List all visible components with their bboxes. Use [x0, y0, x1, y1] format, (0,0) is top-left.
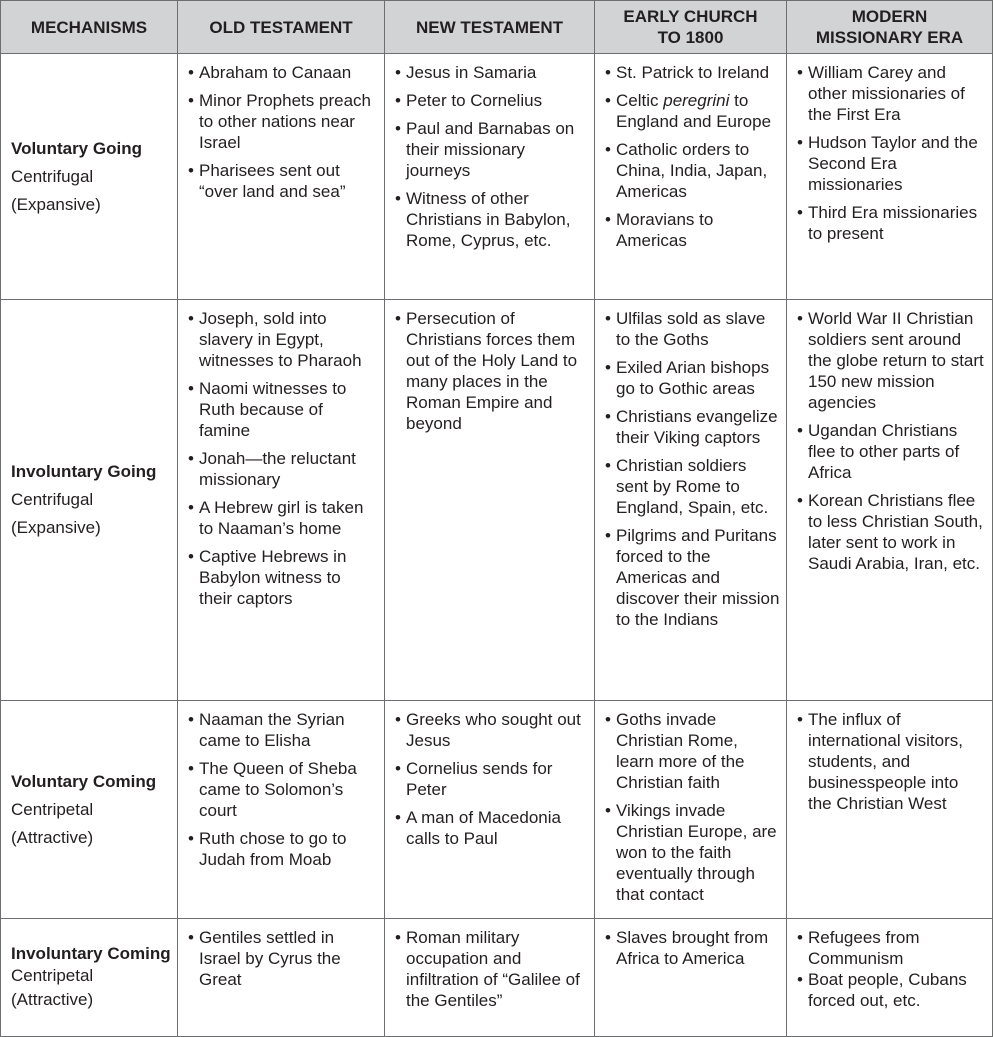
- list-item: • Refugees from Communism: [797, 927, 986, 969]
- bullet-list: [178, 701, 384, 883]
- header-row: [1, 1, 993, 54]
- list-item: • Christian soldiers sent by Rome to England, Spain, etc.: [605, 455, 780, 518]
- mechanism-cell: [1, 300, 178, 701]
- list-item: • Third Era missionaries to present: [797, 202, 986, 244]
- bullet-list: [595, 919, 786, 975]
- bullet-list: [385, 919, 594, 1017]
- mechanism-title: Involuntary Going: [11, 462, 157, 481]
- mechanism-subtitle: Centrifugal: [11, 490, 94, 509]
- list-item: • Celtic peregrini to England and Europe: [605, 90, 780, 132]
- header-new-testament: NEW TESTAMENT: [385, 1, 595, 54]
- bullet-list: [178, 300, 384, 622]
- cell-early-church: [595, 54, 787, 300]
- mechanism-subtitle: Centripetal: [11, 799, 94, 819]
- bullet-list: [787, 300, 992, 587]
- list-item: • The Queen of Sheba came to Solomon’s court: [188, 758, 378, 821]
- list-item: • Goths invade Christian Rome, learn more of the Christian faith: [605, 709, 780, 793]
- mechanism-subtitle: (Attractive): [11, 990, 94, 1009]
- mechanism-subtitle: (Expansive): [11, 194, 101, 214]
- bullet-list: [178, 919, 384, 996]
- list-item: • Greeks who sought out Jesus: [395, 709, 588, 751]
- list-item: • St. Patrick to Ireland: [605, 62, 780, 83]
- list-item: • Jonah—the reluctant missionary: [188, 448, 378, 490]
- bullet-list: [385, 701, 594, 862]
- bullet-list: [595, 54, 786, 264]
- list-item: • Persecution of Christians forces them out of the Holy Land to many places in the Roman Empire and beyond: [395, 308, 588, 434]
- list-item: • Korean Christians flee to less Christian South, later sent to work in Saudi Arabia, Iran, etc.: [797, 490, 986, 574]
- list-item: • Slaves brought from Africa to America: [605, 927, 780, 969]
- list-item: • Moravians to Americas: [605, 209, 780, 251]
- list-item: • Catholic orders to China, India, Japan, Americas: [605, 139, 780, 202]
- cell-modern-era: [787, 919, 993, 1037]
- bullet-list: [178, 54, 384, 215]
- list-item: • Ulfilas sold as slave to the Goths: [605, 308, 780, 350]
- header-modern-era: MODERN MISSIONARY ERA: [787, 1, 993, 54]
- bullet-list: [595, 701, 786, 918]
- list-item: • Captive Hebrews in Babylon witness to their captors: [188, 546, 378, 609]
- list-item: • Roman military occupation and infiltration of “Galilee of the Gentiles”: [395, 927, 588, 1011]
- cell-old-testament: [178, 701, 385, 919]
- list-item: • Peter to Cornelius: [395, 90, 588, 111]
- cell-old-testament: [178, 919, 385, 1037]
- list-item: • The influx of international visitors, students, and businesspeople into the Christian West: [797, 709, 986, 814]
- mechanism-subtitle: Centripetal: [11, 966, 94, 985]
- mechanism-title: Voluntary Going: [11, 138, 142, 158]
- mechanism-cell: [1, 919, 178, 1037]
- italic-term: peregrini: [663, 91, 730, 110]
- list-item: • A man of Macedonia calls to Paul: [395, 807, 588, 849]
- table-body: [1, 54, 993, 1037]
- row-involuntary-going: [1, 300, 993, 701]
- cell-early-church: [595, 701, 787, 919]
- cell-early-church: [595, 919, 787, 1037]
- bullet-list: [787, 54, 992, 257]
- cell-modern-era: [787, 701, 993, 919]
- list-item: • Ruth chose to go to Judah from Moab: [188, 828, 378, 870]
- list-item: • Naaman the Syrian came to Elisha: [188, 709, 378, 751]
- bullet-list: [595, 300, 786, 643]
- list-item: • Vikings invade Christian Europe, are won to the faith eventually through that contact: [605, 800, 780, 905]
- row-voluntary-going: [1, 54, 993, 300]
- list-item: • Jesus in Samaria: [395, 62, 588, 83]
- list-item: • Naomi witnesses to Ruth because of famine: [188, 378, 378, 441]
- list-item: • Pilgrims and Puritans forced to the Americas and discover their mission to the Indians: [605, 525, 780, 630]
- cell-old-testament: [178, 54, 385, 300]
- cell-new-testament: [385, 701, 595, 919]
- list-item: • Witness of other Christians in Babylon, Rome, Cyprus, etc.: [395, 188, 588, 251]
- cell-new-testament: [385, 919, 595, 1037]
- list-item: • Paul and Barnabas on their missionary journeys: [395, 118, 588, 181]
- list-item: • Pharisees sent out “over land and sea”: [188, 160, 378, 202]
- cell-old-testament: [178, 300, 385, 701]
- row-voluntary-coming: [1, 701, 993, 919]
- header-old-testament: OLD TESTAMENT: [178, 1, 385, 54]
- cell-new-testament: [385, 54, 595, 300]
- list-item: • Boat people, Cubans forced out, etc.: [797, 969, 986, 1011]
- header-mechanisms: MECHANISMS: [1, 1, 178, 54]
- mechanism-title: Involuntary Coming: [11, 944, 171, 963]
- list-item: • Minor Prophets preach to other nations near Israel: [188, 90, 378, 153]
- mechanism-cell: [1, 54, 178, 300]
- list-item: • William Carey and other missionaries of the First Era: [797, 62, 986, 125]
- row-involuntary-coming: [1, 919, 993, 1037]
- list-item: • Hudson Taylor and the Second Era missionaries: [797, 132, 986, 195]
- list-item: • Christians evangelize their Viking captors: [605, 406, 780, 448]
- list-item: • Joseph, sold into slavery in Egypt, witnesses to Pharaoh: [188, 308, 378, 371]
- list-item: • Gentiles settled in Israel by Cyrus the Great: [188, 927, 378, 990]
- mechanism-title: Voluntary Coming: [11, 771, 157, 791]
- list-item: • Abraham to Canaan: [188, 62, 378, 83]
- list-item: • Exiled Arian bishops go to Gothic areas: [605, 357, 780, 399]
- bullet-list: [385, 300, 594, 447]
- list-item: • Ugandan Christians flee to other parts of Africa: [797, 420, 986, 483]
- bullet-list: [787, 919, 992, 1017]
- cell-modern-era: [787, 54, 993, 300]
- cell-new-testament: [385, 300, 595, 701]
- mechanism-subtitle: (Attractive): [11, 827, 94, 847]
- mechanism-subtitle: Centrifugal: [11, 166, 94, 186]
- bullet-list: [787, 701, 992, 827]
- header-early-church: EARLY CHURCH TO 1800: [595, 1, 787, 54]
- cell-early-church: [595, 300, 787, 701]
- bullet-list: [385, 54, 594, 264]
- mechanism-subtitle: (Expansive): [11, 518, 101, 537]
- mechanism-cell: [1, 701, 178, 919]
- cell-modern-era: [787, 300, 993, 701]
- list-item: • A Hebrew girl is taken to Naaman’s home: [188, 497, 378, 539]
- list-item: • Cornelius sends for Peter: [395, 758, 588, 800]
- list-item: • World War II Christian soldiers sent around the globe return to start 150 new mission agencies: [797, 308, 986, 413]
